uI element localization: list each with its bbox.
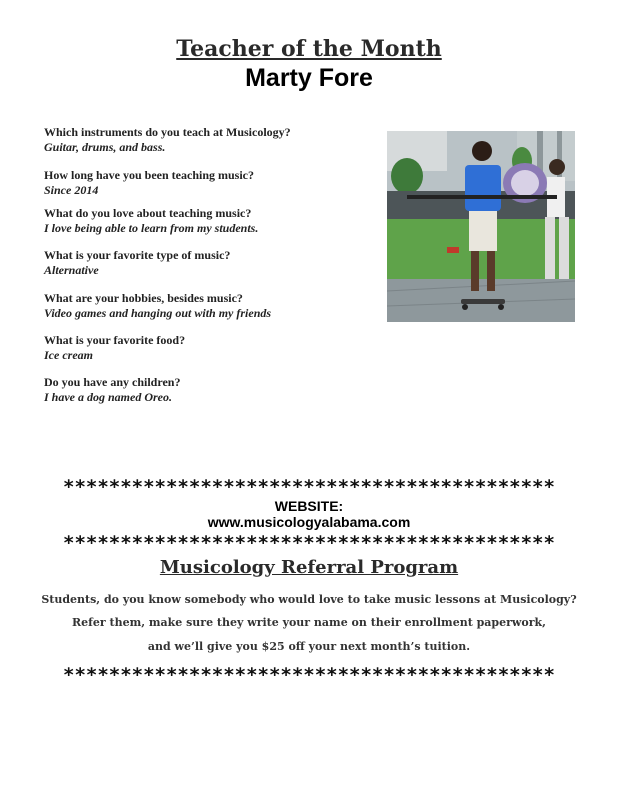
question: What is your favorite food? — [44, 333, 186, 347]
referral-text: Refer them, make sure they write your name on their enrollment paperwork, — [72, 616, 546, 629]
question: Which instruments do you teach at Musicology? — [44, 125, 291, 139]
star-divider: ******************************************* — [63, 532, 555, 554]
teacher-photo-illustration — [387, 131, 575, 322]
referral-text: Students, do you know somebody who would love to take music lessons at Musicology? — [41, 593, 577, 606]
answer: Since 2014 — [44, 183, 99, 197]
question: What is your favorite type of music? — [44, 248, 231, 262]
answer: Guitar, drums, and bass. — [44, 140, 166, 154]
qa-item — [44, 291, 364, 321]
teacher-photo — [387, 131, 575, 322]
qa-item — [44, 125, 364, 155]
referral-text: and we’ll give you $25 off your next month’s tuition. — [147, 640, 471, 653]
teacher-name: Marty Fore — [245, 64, 373, 92]
answer: I love being able to learn from my students. — [44, 221, 259, 235]
question: How long have you been teaching music? — [44, 168, 255, 182]
qa-item — [44, 333, 364, 363]
referral-title: Musicology Referral Program — [159, 557, 459, 578]
qa-item — [44, 206, 364, 236]
answer: Alternative — [44, 263, 99, 277]
question: What are your hobbies, besides music? — [44, 291, 243, 305]
qa-item — [44, 248, 364, 278]
website-url[interactable]: www.musicologyalabama.com — [207, 514, 411, 530]
website-label: WEBSITE: — [274, 498, 344, 514]
page-title: Teacher of the Month — [176, 36, 442, 62]
answer: I have a dog named Oreo. — [44, 390, 172, 404]
star-divider: ******************************************* — [63, 476, 555, 498]
question: What do you love about teaching music? — [44, 206, 252, 220]
answer: Video games and hanging out with my friends — [44, 306, 272, 320]
question: Do you have any children? — [44, 375, 181, 389]
answer: Ice cream — [44, 348, 93, 362]
star-divider: ******************************************* — [63, 664, 555, 686]
qa-item — [44, 168, 364, 198]
qa-item — [44, 375, 364, 405]
